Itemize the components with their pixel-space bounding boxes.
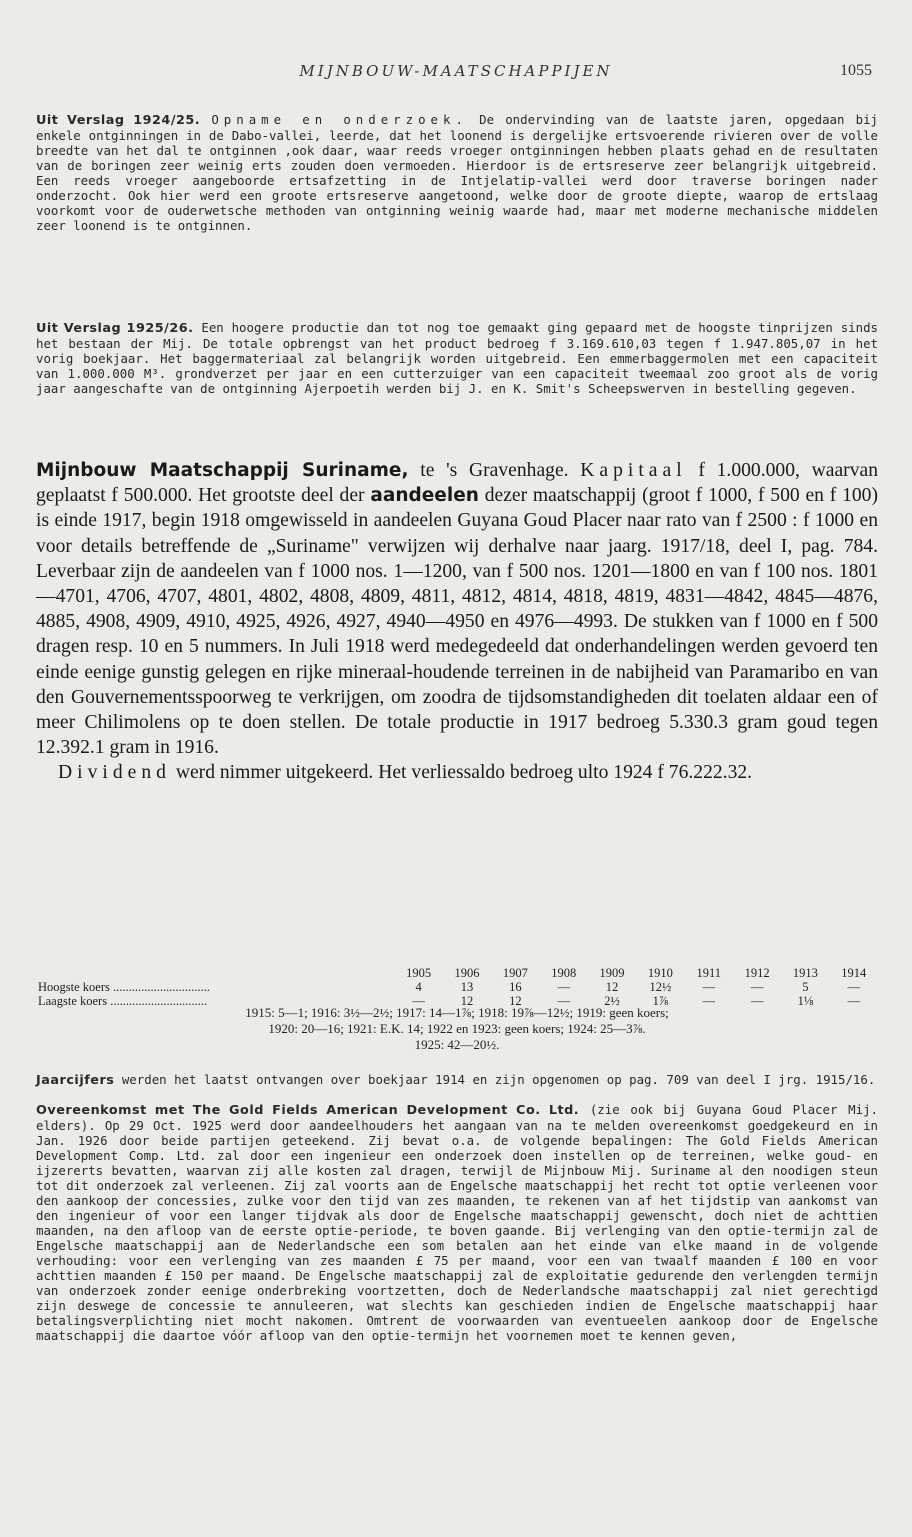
kapitaal-label: Kapitaal [580,460,687,481]
verslag-1925-paragraph [36,320,878,396]
table-cell: 5 [802,980,809,994]
koers-range-line: 1920: 20—16; 1921: E.K. 14; 1922 en 1923: geen koers; 1924: 25—3⅞. [268,1021,646,1036]
verslag-1924-heading: Opname en onderzoek. [211,112,468,127]
suriname-paragraph [36,458,878,786]
table-cell: — [847,980,861,994]
koers-range-line: 1925: 42—20½. [414,1037,500,1052]
year-header: 1911 [696,966,721,980]
year-header: 1905 [406,966,432,980]
company-location: te 's Gravenhage. [408,460,581,481]
overeenkomst-paragraph [36,1102,878,1343]
koers-table [36,966,878,1008]
overeenkomst-lead: Overeenkomst met The Gold Fields American Development Co. Ltd. [36,1103,580,1118]
table-cell: — [557,994,570,1008]
page-number: 1055 [840,62,872,79]
jaarcijfers-lead: Jaarcijfers [36,1073,115,1088]
verslag-1924-text: De ondervinding van de laatste jaren, opgedaan bij enkele ontginningen in de Dabo-vallei, leerde, dat het loonend is dergelijke ertsvoerende rivieren over de volle breedte van het dal te ontginnen ,ook daar, waar reeds vroeger ontginningen hebben plaats gehad en de resultaten van de boringen zeer weinig erts zouden doen vermoeden. Hierdoor is de ertsreserve zeer belangrijk uitgebreid. Een reeds vroeger aangeboorde ertsafzetting in de Intjelatip-vallei werd door traverse boringen nader onderzocht. Ook hier werd een groote ertsreserve aangetoond, welke door de groote diepte, waarop de ertslaag voorkomt voor de ouderwetsche methoden van ontginning weinig waarde had, maar met moderne mechanische middelen zeer loonend is te ontginnen. [36,112,879,233]
year-header: 1914 [841,966,867,980]
table-cell: 12 [460,994,474,1008]
page-header [0,62,912,88]
suriname-body: dezer maatschappij (groot f 1000, f 500 en f 100) is einde 1917, begin 1918 omgewisseld in aandeelen Guyana Goud Placer naar rato van f 2500 : f 1000 en voor details betreffende de „Suriname" verwijzen wij derhalve naar jaarg. 1917/18, deel I, pag. 784. Leverbaar zijn de aandeelen van f 1000 nos. 1—1200, van f 500 nos. 1201—1800 en van f 100 nos. 1801—4701, 4706, 4707, 4801, 4802, 4808, 4809, 4811, 4812, 4814, 4818, 4819, 4831—4842, 4845—4876, 4885, 4908, 4909, 4910, 4925, 4926, 4927, 4940—4950 en 4976—4993. De stukken van f 1000 en f 500 dragen resp. 10 en 5 nummers. In Juli 1918 werd medegedeeld dat onderhandelingen werden gevoerd ten einde eenige gunstig gelegen en rijke mineraal-houdende terreinen in de nabijheid van Paramaribo en van den Gouvernementsspoorweg te verkrijgen, om zoodra de tijdsomstandigheden dit toelaten aldaar een of meer Chilimolens op te doen stellen. De totale productie in 1917 bedroeg 5.330.3 gram goud tegen 12.392.1 gram in 1916. [36,485,878,759]
verslag-1924-paragraph [36,112,878,233]
running-title: MIJNBOUW-MAATSCHAPPIJEN [299,62,613,80]
overeenkomst-text: (zie ook bij Guyana Goud Placer Mij. elders). Op 29 Oct. 1925 werd door aandeelhouders het aangaan van na te melden overeenkomst goedgekeurd en in Jan. 1926 door beide partijen geteekend. Zij bevat o.a. de volgende bepalingen: The Gold Fields American Development Comp. Ltd. zal door een ingenieur een onderzoek doen instellen op de terreinen, welke goud- en ijzererts bevatten, waarvan zij alle kosten zal dragen, terwijl de Mijnbouw Mij. Suriname al den noodigen steun tot dit onderzoek zal verleenen. Zij zal voorts aan de Engelsche maatschappij het recht tot optie verleenen voor den aankoop der concessies, zulke voor den tijd van zes maanden, te rekenen van af het tijdstip van aankomst van den ingenieur of voor een langer tijdvak als door de Engelsche maatschappij gewenscht, doch niet de achttien maanden, na den afloop van de eerste optie-periode, te boven gaande. Bij verlenging van den optie-termijn zal de Engelsche maatschappij aan de Nederlandsche een som betalen aan het einde van elke maand in de volgende verhouding: voor een verlenging van zes maanden £ 75 per maand, voor een van twaalf maanden £ 100 en voor achttien maanden £ 150 per maand. De Engelsche maatschappij zal de exploitatie gedurende den verlengden termijn van onderzoek zonder eenige onderbreking voortzetten, doch de Nederlandsche maatschappij zal niet gerechtigd zijn deswege de concessie te annuleeren, wat slechts kan geschieden indien de Engelsche maatschappij haar betalingsverplichting niet mocht nakomen. Omtrent de voorwaarden van eventueelen aankoop door de Engelsche maatschappij die daartoe vóór afloop van den optie-termijn het voornemen moet te kennen geven, [36,1102,878,1343]
table-cell: — [557,980,570,994]
table-cell: 12 [605,980,619,994]
kapitaal-text: f 1.000.000, waarvan geplaatst f 500.000. Het grootste deel der [36,460,878,507]
table-row-hoogste-koers [36,980,878,994]
table-cell: 12 [509,994,522,1008]
table-cell: — [750,980,764,994]
table-cell: 2½ [604,994,620,1008]
year-header: 1906 [454,966,480,980]
dividend-label: Dividend [58,762,171,784]
row-label: Laagste koers ............................... [38,994,208,1008]
table-cell: 13 [460,980,474,994]
year-header: 1912 [744,966,770,980]
verslag-1925-lead: Uit Verslag 1925/26. [36,321,194,336]
table-cell: — [847,994,861,1008]
koers-range-line: 1915: 5—1; 1916: 3½—2½; 1917: 14—1⅞; 1918: 19⅞—12½; 1919: geen koers; [245,1005,669,1020]
table-cell: 1⅞ [652,994,669,1008]
koers-range-lines [36,1005,878,1053]
table-cell: — [702,980,715,994]
table-cell: 16 [509,980,522,994]
verslag-1925-text: Een hoogere productie dan tot nog toe gemaakt ging gepaard met de hoogste tinprijzen sinds het bestaan der Mij. De totale opbrengst van het product bedroeg f 3.169.610,03 tegen f 1.947.805,07 in het vorig boekjaar. Het baggermateriaal zal belangrijk worden uitgebreid. Een emmerbaggermolen met een capaciteit van 1.000.000 M³. grondverzet per jaar en een cutterzuiger van een capaciteit tweemaal zoo groot als de vorig jaar aangeschafte van de ontginning Ajerpoetih werden bij J. en K. Smit's Scheepswerven in bestelling gegeven. [36,320,878,396]
table-cell: — [750,994,764,1008]
jaarcijfers-text: werden het laatst ontvangen over boekjaar 1914 en zijn opgenomen op pag. 709 van deel I jrg. 1915/16. [114,1072,876,1087]
table-cell: — [702,994,715,1008]
table-cell: 12½ [649,980,672,994]
table-cell: 1⅛ [797,994,814,1008]
row-label: Hoogste koers ............................... [38,980,210,994]
year-header: 1910 [647,966,673,980]
year-header: 1913 [792,966,818,980]
koers-table-header-row [36,966,878,980]
year-header: 1909 [599,966,625,980]
table-cell: 4 [415,980,422,994]
table-cell: — [412,994,425,1008]
verslag-1924-lead: Uit Verslag 1924/25. [36,113,201,128]
year-header: 1908 [551,966,577,980]
aandeelen-label: aandeelen [370,485,479,507]
dividend-text: werd nimmer uitgekeerd. Het verliessaldo bedroeg ulto 1924 f 76.222.32. [170,762,753,784]
jaarcijfers-paragraph [36,1072,878,1088]
year-header: 1907 [502,966,528,980]
company-name: Mijnbouw Maatschappij Suriname, [36,460,409,481]
